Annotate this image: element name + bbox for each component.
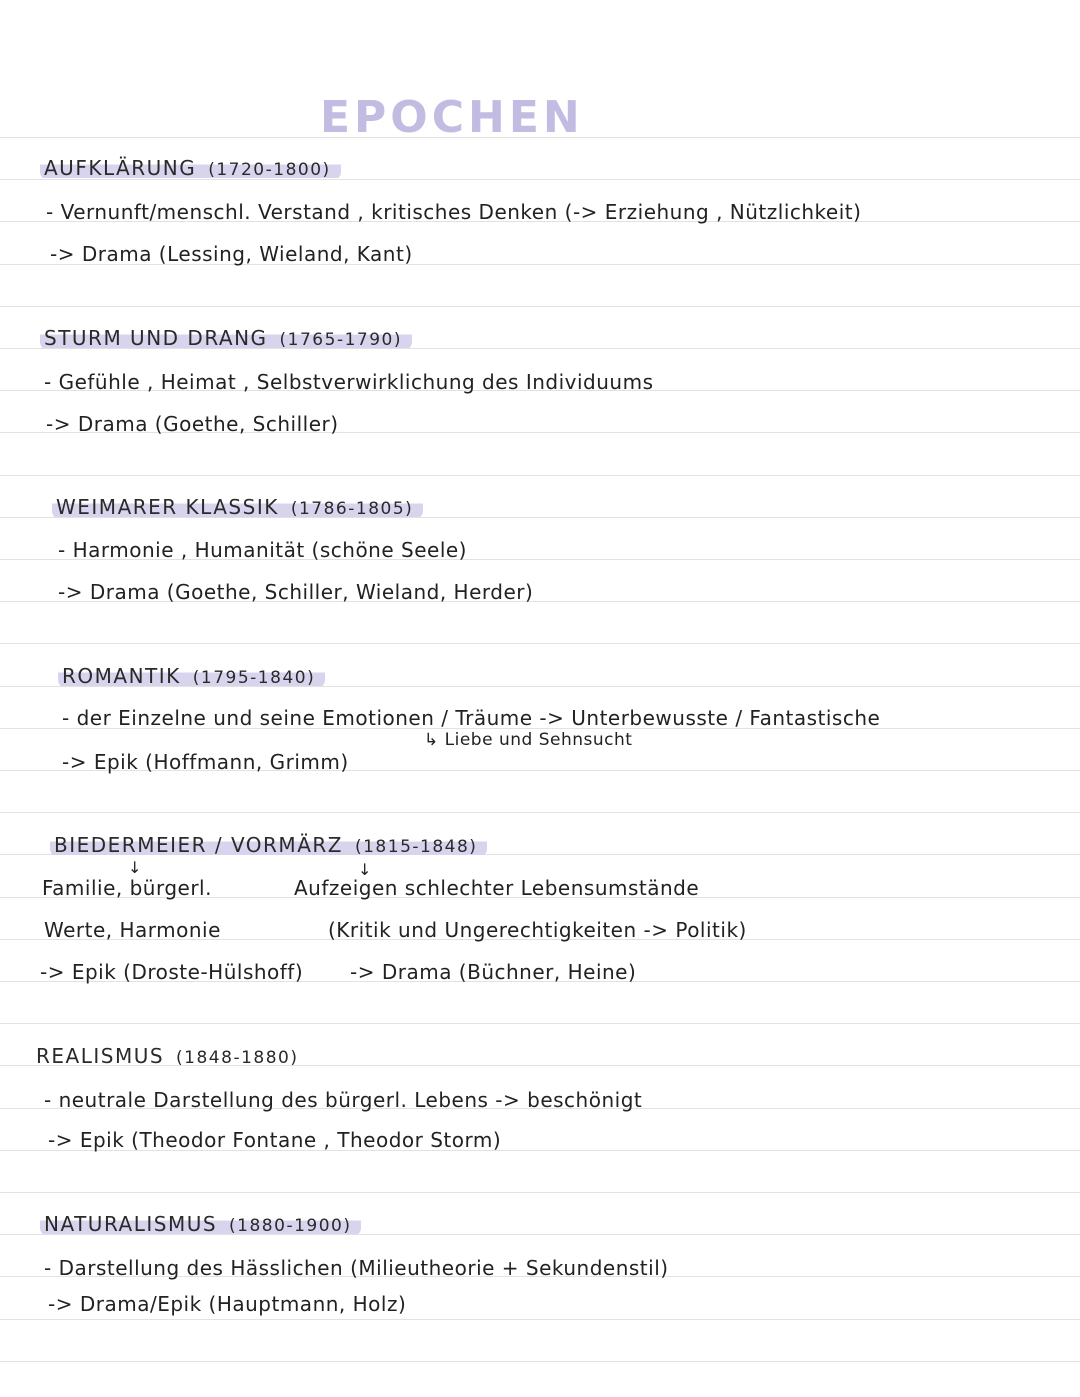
section-heading-aufklaerung (40, 156, 341, 180)
section-heading-naturalismus (40, 1212, 361, 1236)
page-title: EPOCHEN (320, 92, 584, 143)
section-heading-weimarer-klassik (52, 495, 423, 519)
section-years: (1795-1840) (192, 668, 316, 688)
section-line: - Gefühle , Heimat , Selbstverwirklichung des Individuums (44, 370, 654, 394)
section-heading-biedermeier-vormaerz (50, 833, 487, 857)
section-name: ROMANTIK (62, 664, 181, 688)
section-years: (1720-1800) (208, 160, 331, 180)
ruled-line (0, 643, 1080, 644)
section-heading-sturm-und-drang (40, 326, 412, 350)
down-arrow-icon: ↓ (358, 860, 372, 879)
ruled-line (0, 475, 1080, 476)
section-line: - Harmonie , Humanität (schöne Seele) (58, 538, 467, 562)
section-line: -> Drama/Epik (Hauptmann, Holz) (48, 1292, 407, 1316)
biedermeier-left-line: Werte, Harmonie (44, 918, 221, 942)
section-name: NATURALISMUS (44, 1212, 218, 1236)
vormaerz-right-line: Aufzeigen schlechter Lebensumstände (294, 876, 700, 900)
section-name: AUFKLÄRUNG (44, 156, 197, 180)
section-line: -> Drama (Goethe, Schiller) (46, 412, 339, 436)
section-line: -> Drama (Goethe, Schiller, Wieland, Herder) (58, 580, 534, 604)
ruled-line (0, 812, 1080, 813)
section-line: - Darstellung des Hässlichen (Milieutheorie + Sekundenstil) (44, 1256, 669, 1280)
vormaerz-right-line: -> Drama (Büchner, Heine) (350, 960, 637, 984)
section-line: -> Epik (Hoffmann, Grimm) (62, 750, 349, 774)
vormaerz-right-line: (Kritik und Ungerechtigkeiten -> Politik) (328, 918, 747, 942)
section-line: -> Drama (Lessing, Wieland, Kant) (50, 242, 413, 266)
section-line: -> Epik (Theodor Fontane , Theodor Storm) (48, 1128, 502, 1152)
section-note: ↳ Liebe und Sehnsucht (424, 730, 633, 750)
biedermeier-left-line: Familie, bürgerl. (42, 876, 212, 900)
section-name: WEIMARER KLASSIK (56, 495, 279, 519)
ruled-line (0, 306, 1080, 307)
section-line: - der Einzelne und seine Emotionen / Träume -> Unterbewusste / Fantastische (62, 706, 881, 730)
section-years: (1786-1805) (290, 499, 414, 519)
section-heading-romantik (58, 664, 325, 688)
section-name: BIEDERMEIER / VORMÄRZ (54, 833, 343, 857)
biedermeier-left-line: -> Epik (Droste-Hülshoff) (40, 960, 304, 984)
section-years: (1815-1848) (354, 837, 478, 857)
section-line: - neutrale Darstellung des bürgerl. Lebens -> beschönigt (44, 1088, 643, 1112)
ruled-line (0, 1361, 1080, 1362)
section-years: (1848-1880) (176, 1048, 299, 1068)
section-years: (1880-1900) (229, 1216, 352, 1236)
ruled-line (0, 1192, 1080, 1193)
section-name: STURM UND DRANG (44, 326, 268, 350)
down-arrow-icon: ↓ (128, 858, 142, 877)
ruled-line (0, 1023, 1080, 1024)
section-years: (1765-1790) (279, 330, 402, 350)
section-heading-realismus (32, 1044, 308, 1068)
section-line: - Vernunft/menschl. Verstand , kritisches Denken (-> Erziehung , Nützlichkeit) (46, 200, 862, 224)
ruled-line (0, 1319, 1080, 1320)
section-name: REALISMUS (36, 1044, 165, 1068)
